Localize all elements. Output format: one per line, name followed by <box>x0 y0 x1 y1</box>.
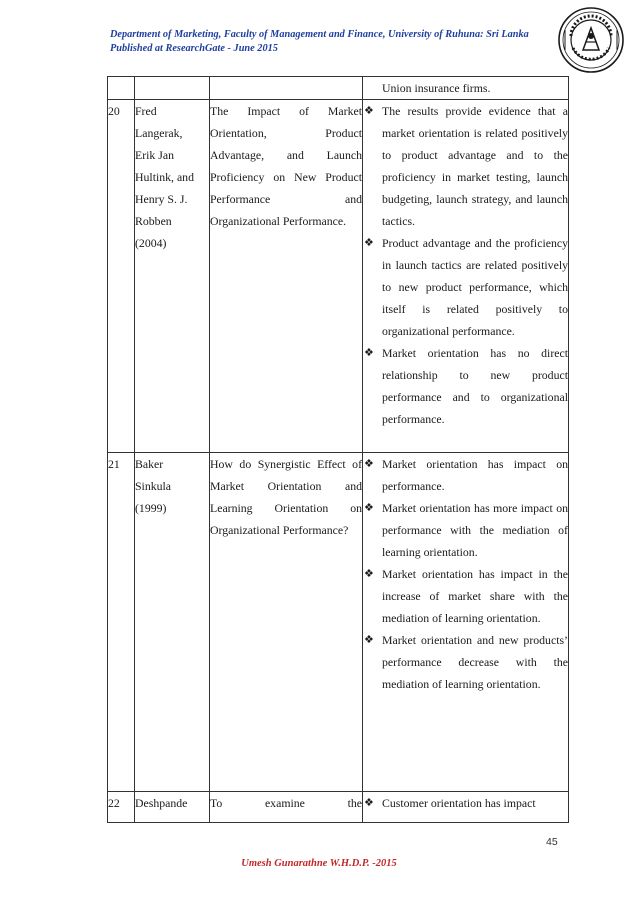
table-row <box>108 792 569 823</box>
author-line: Langerak, <box>135 126 183 140</box>
author-line: Baker <box>135 457 164 471</box>
author-line: Erik Jan <box>135 148 174 162</box>
finding-text: Customer orientation has impact <box>382 796 536 810</box>
author-line: (1999) <box>135 501 167 515</box>
study-title: To examine the <box>210 796 362 810</box>
finding-text: Product advantage and the proficiency in launch tactics are related positively to new product performance, which itself is related positively to organizational performance. <box>382 236 568 338</box>
title-cell <box>210 77 363 100</box>
author-cell <box>135 100 210 453</box>
header-department: Department of Marketing, Faculty of Management and Finance, University of Ruhuna: Sri Lanka <box>110 29 529 40</box>
author-line: Deshpande <box>135 796 188 810</box>
findings-cell <box>363 792 569 823</box>
finding-text: Market orientation has impact in the increase of market share with the mediation of learning orientation. <box>382 567 568 625</box>
author-line: Robben <box>135 214 172 228</box>
author-line: (2004) <box>135 236 167 250</box>
diamond-bullet-icon: ❖ <box>364 568 374 580</box>
row-number: 21 <box>108 457 120 471</box>
literature-review-table <box>107 76 569 823</box>
table-row-continued <box>108 77 569 100</box>
author-cell <box>135 77 210 100</box>
diamond-bullet-icon: ❖ <box>364 105 374 117</box>
author-cell <box>135 792 210 823</box>
finding-item <box>363 497 568 563</box>
title-cell <box>210 100 363 453</box>
finding-item <box>363 453 568 497</box>
finding-text: Market orientation has more impact on performance with the mediation of learning orientation. <box>382 501 568 559</box>
diamond-bullet-icon: ❖ <box>364 797 374 809</box>
header-published: Published at ResearchGate - June 2015 <box>110 43 278 54</box>
table-row <box>108 453 569 792</box>
author-line: Sinkula <box>135 479 172 493</box>
university-seal-icon <box>557 6 625 74</box>
diamond-bullet-icon: ❖ <box>364 634 374 646</box>
finding-item <box>363 342 568 430</box>
finding-text: Market orientation has impact on performance. <box>382 457 568 493</box>
study-title: The Impact of Market Orientation, Product Advantage, and Launch Proficiency on New Product Performance and Organizational Performance. <box>210 104 362 228</box>
findings-cell <box>363 100 569 453</box>
author-line: Fred <box>135 104 157 118</box>
finding-text: Market orientation and new products’ performance decrease with the mediation of learning orientation. <box>382 633 568 691</box>
diamond-bullet-icon: ❖ <box>364 347 374 359</box>
table-row <box>108 100 569 453</box>
diamond-bullet-icon: ❖ <box>364 237 374 249</box>
diamond-bullet-icon: ❖ <box>364 458 374 470</box>
continued-finding: Union insurance firms. <box>382 81 491 95</box>
row-number: 20 <box>108 104 120 118</box>
author-line: Hultink, and <box>135 170 194 184</box>
author-line: Henry S. J. <box>135 192 188 206</box>
page-footer: Umesh Gunarathne W.H.D.P. -2015 <box>241 858 397 869</box>
finding-text: Market orientation has no direct relationship to new product performance and to organizational performance. <box>382 346 568 426</box>
findings-cell <box>363 77 569 100</box>
finding-item <box>363 629 568 695</box>
page-number: 45 <box>546 836 558 848</box>
finding-item <box>363 100 568 232</box>
title-cell <box>210 453 363 792</box>
finding-item <box>363 563 568 629</box>
findings-cell <box>363 453 569 792</box>
author-cell <box>135 453 210 792</box>
row-number: 22 <box>108 796 120 810</box>
finding-item <box>363 232 568 342</box>
finding-item <box>363 792 568 814</box>
diamond-bullet-icon: ❖ <box>364 502 374 514</box>
title-cell <box>210 792 363 823</box>
study-title: How do Synergistic Effect of Market Orientation and Learning Orientation on Organizational Performance? <box>210 457 362 537</box>
finding-text: The results provide evidence that a market orientation is related positively to product advantage and to the proficiency in market testing, launch budgeting, launch strategy, and launch tactics. <box>382 104 568 228</box>
no-cell <box>108 77 135 100</box>
page-header <box>110 28 560 56</box>
